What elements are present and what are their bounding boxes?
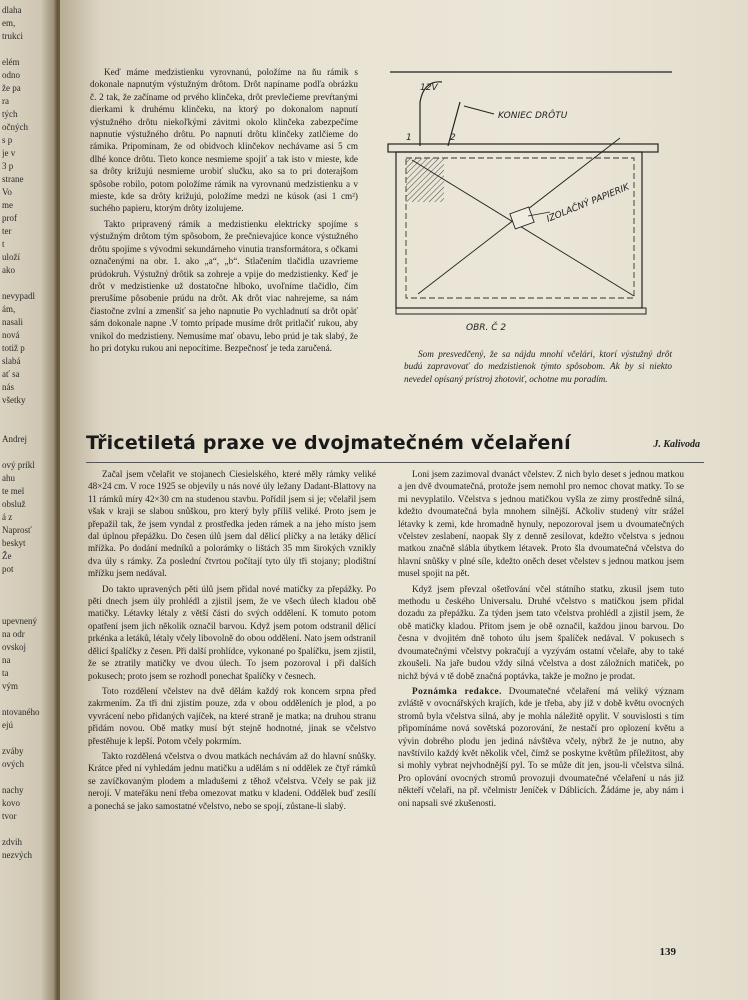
left-page-fragment (2, 576, 50, 589)
insulator-label: IZOLAČNÝ PAPIERIK (545, 182, 631, 225)
left-page-fragment: em, (2, 18, 16, 28)
left-page-fragment (2, 823, 50, 836)
left-page-fragment: s p (2, 135, 13, 145)
left-page-fragment: Vo (2, 187, 12, 197)
left-page-fragment: elém (2, 57, 20, 67)
left-page-fragment: te mel (2, 486, 25, 496)
editorial-note-heading: Poznámka redakce. (412, 685, 502, 696)
article-paragraph: Loni jsem zazimoval dvanáct včelstev. Z nich bylo deset s jednou matkou a jen dvě dvoumatečná, protože jsem nemohl pro nemoc chovat matky. To se mi nevyplatilo. Včelstva s jednou matičkou vyšla ze zimy prostředně silná, kdežto dvoumatečná byla mnohem silnější. Ačkoliv studený vítr srážel létavky k zemi, kde hromadně hynuly, nepozoroval jsem u dvoumatečných včelstev zeslabení, naopak šly z denně zesilovat, kdežto včelstva s jednou matkou značně slábla úbytkem létavek. Proto šla dvoumatečná včelstva do hlavní snůšky v plné síle, kdežto oněch deset včelstev s jednou matkou jsem musel spojit na pět. (398, 469, 684, 579)
left-page-fragment: zdvih (2, 837, 22, 847)
left-page-fragment: na odr (2, 629, 25, 639)
left-page-fragment: trukci (2, 31, 23, 41)
left-page-fragment: očných (2, 122, 28, 132)
left-page-fragment: nová (2, 330, 20, 340)
left-page-fragment: á z (2, 512, 13, 522)
left-page-fragment: nachy (2, 785, 24, 795)
left-page-fragment: dlaha (2, 5, 22, 15)
point-1-label: 1 (406, 133, 412, 143)
left-page-fragment: na (2, 655, 11, 665)
left-page-fragment: ovskoj (2, 642, 27, 652)
left-page-fragment: me (2, 200, 13, 210)
left-page-fragment: odno (2, 70, 20, 80)
left-page-fragment: nasali (2, 317, 23, 327)
figure-caption-column (404, 348, 672, 388)
left-page-fragment: prof (2, 213, 17, 223)
intro-paragraph: Takto pripravený rámik a medzistienku elektricky spojíme s výstužným drôtom tým spôsobom, že prečnievajúce konce výstužného drôtu spojíme s vývodmi sekundárneho vinutia transformátora, s očkami označenými na obr. 1. ako „a“, „b“. Stlačením tlačidla uzavrieme prúdokruh. Výstužný drôtik sa zohreje a vpije do medzistienky. Keď je drôt v medzistienke už dostatočne hlboko, uvoľníme tlačidlo, čím prerušíme pôsobenie prúdu na drôt. Ak drôt viac nahrejeme, sa nám čiastočne zvlní a zmenšiť sa jeho napnutie Po vychladnutí sa drôt opäť sám dokonale napne .V tomto prípade musíme drôt pritlačiť rukou, aby vnikol do medzistieny. Nemusíme mať obavu, lebo prúd je tak slabý, že ho pri dotyku rukou ani nepocítime. Bezpečnosť je teda zaručená. (90, 218, 358, 353)
left-page-fragment (2, 771, 50, 784)
left-page-fragment: ových (2, 759, 24, 769)
left-page-fragment: obsluž (2, 499, 26, 509)
article-column-2 (398, 468, 684, 812)
article-paragraph: Začal jsem včelařit ve stojanech Ciesielského, které měly rámky veliké 48×24 cm. V roce 1925 se objevily u nás nové úly ležany Dadant-Blattovy na 11 rámků míry 42×30 cm na studenou stavbu. Pořídil jsem si je; včelařil jsem však v kraji se slabou snůškou, pro který byly příliš veliké. Proto jsem je přepažil tak, že jsem vyndal z prostředka jeden rámek a na jeho místo jsem dal úplnou přepážku. Do česen úlů jsem dal dělicí plíčky a na letáky dělicí mřížka. Po dodání medníků a polorámky o lištách 35 mm širokých vznikly dva úly s rámky. Za poslední čtvrtou počítají tyto úly tři stojany; plodištní mřížku jsem nedával. (88, 469, 376, 579)
editorial-note (398, 685, 684, 809)
left-page-fragment: 3 p (2, 161, 14, 171)
left-page-fragment (2, 732, 50, 745)
left-page-fragment (2, 277, 50, 290)
left-page-fragment: nevypadl (2, 291, 35, 301)
left-page-fragment: je v (2, 148, 16, 158)
left-page-fragment: t (2, 239, 5, 249)
left-page-fragment: ta (2, 668, 9, 678)
left-page-fragment: nezvých (2, 850, 32, 860)
left-page-fragment: uloží (2, 252, 20, 262)
left-page-fragment: ako (2, 265, 15, 275)
left-page-fragment: ám, (2, 304, 16, 314)
left-page-fragment: upevnený (2, 616, 37, 626)
left-page-fragment: ahu (2, 473, 15, 483)
intro-column (90, 66, 358, 357)
left-page-fragment: tvor (2, 811, 17, 821)
left-page-fragment (2, 407, 50, 420)
left-page-fragment: tých (2, 109, 18, 119)
left-page-fragment: vým (2, 681, 19, 691)
point-2-label: 2 (450, 133, 456, 143)
left-page-fragment: Že (2, 551, 12, 561)
left-page-fragment (2, 602, 50, 615)
left-page-fragment: ter (2, 226, 12, 236)
left-page-fragment (2, 589, 50, 602)
left-page-fragment: Andrej (2, 434, 27, 444)
left-page-fragment: nás (2, 382, 14, 392)
left-page-fragment: ntovaného (2, 707, 40, 717)
figure-caption: Som presvedčený, že sa nájdu mnohí včelári, ktorí výstužný drôt budú zapravovať do medzistienok týmto spôsobom. Ak by si niekto nevedel opísaný prístroj zhotoviť, ochotne mu poradím. (404, 349, 672, 384)
left-page-fragment: ra (2, 96, 9, 106)
figure-label: OBR. Č 2 (466, 323, 507, 333)
left-page-fragment (2, 693, 50, 706)
left-page-fragment: ový príkl (2, 460, 35, 470)
intro-paragraph: Keď máme medzistienku vyrovnanú, položíme na ňu rámik s dokonale napnutým výstužným drôtom. Drôt napíname podľa obrázku č. 2 tak, že začíname od prvého klinčeka, drôt prevlečieme prevŕtanými dierkami k druhému klinčeku, na ktorý po dokonalom napnutí výstužného drôtu niekoľkými závitmi okolo klinčeka zabezpečíme napnutie výstužného drôtu. Po napnutí drôtu klinčeky zatlčieme do rámika. Pripomínam, že od obidvoch klinčekov nechávame asi 5 cm dlhé konce drôtu. Tieto konce nesmieme spojiť a tak isto v mieste, kde sa drôty križujú nesmieme urobiť slučku, ako sa to pri doterajšom spôsobe robilo, potom položíme rámik na vyrovnanú medzistienku a v mieste, kde sa drôty križujú, položíme medzi ne kúsok (asi 1 cm²) suchého papieru, ktorým drôty izolujeme. (90, 67, 358, 214)
article-paragraph: Když jsem převzal ošetřování včel státního statku, zkusil jsem tuto methodu u českého Universalu. Druhé včelstvo s matičkou jsem přidal dozadu za přepážku. Za týden jsem tato včelstva prohlédl a zjistil jsem, že obě matičky kladou. Přitom jsem je obě označil, každou jinou barvou. Do česna v dvojitém dně tohoto úlu jsem špalíček nedával. V pokusech s dvoumatečnými včelstvy pokračují a vyzývám ostatní včelaře, aby to také zkoušeli. Na jaře budou vždy silná včelstva a dost záložních matiček, po nichž bývá v tě době značná poptávka, takže je možno je prodat. (398, 583, 684, 681)
article-column-1 (88, 468, 376, 815)
article-paragraph: Takto rozdělená včelstva o dvou matkách nechávám až do hlavní snůšky. Krátce před ní vyhledám jednu matičku a udělám s ní oddělek ze čtyř rámků se zavíčkovaným plodem a mladušemi z těhož včelstva. Včely se pak již nerojí. V mateřáku není třeba omezovat matku v kladení. Oddělek buď zesílí a ponechá se jako samostatné včelstvo, nebo se spojí, zůstane-li slabý. (88, 750, 376, 811)
left-page-fragment: beskyt (2, 538, 26, 548)
left-page-fragment: strane (2, 174, 24, 184)
left-page-fragment: všetky (2, 395, 26, 405)
page (60, 0, 748, 1000)
left-page-text-fragments (2, 4, 50, 862)
frame-wiring-diagram (382, 62, 682, 342)
left-page-fragment: zváby (2, 746, 24, 756)
left-page-fragment: slabá (2, 356, 21, 366)
title-rule (86, 462, 704, 463)
article-title: Třicetiletá praxe ve dvojmatečném včelaření (86, 432, 571, 454)
wire-end-label: KONIEC DRÔTU (498, 111, 568, 121)
page-number: 139 (659, 946, 676, 958)
left-page-fragment: totiž p (2, 343, 25, 353)
article-author: J. Kalivoda (653, 439, 700, 450)
adjacent-left-page (0, 0, 58, 1000)
left-page-fragment (2, 420, 50, 433)
left-page-fragment (2, 446, 50, 459)
article-paragraph: Do takto upravených pěti úlů jsem přidal nové matičky za přepážky. Po pěti dnech jsem úly prohlédl a zjistil jsem, že ve všech úlech kladou obě matičky. Létavky létaly z větší části do svých oddělení. K tomuto potom opatření jsem jich několik označil barvou. Když jsem potom odstranil dělicí prkénka a letáků, létaly včely libovolně do obou oddělení. Nato jsem odstranil dělicí špalíčky z česen. Při další prohlídce, vykonané po špalíčku, jsem zjistil, že se ztratily matičky ve dvou úlech. To jsem pozoroval i při dalších pokusech; proto jsem se rozhodl ponechat špalíčky v česnech. (88, 583, 376, 681)
article-paragraph: Toto rozdělení včelstev na dvě dělám každý rok koncem srpna před zakrmením. Za tři dni zjistím pouze, zda v obou odděleních je plod, a po vyvrácení nebo přidaných vajíček, na které straně je matka; na druhou stranu přidám novou. Obě matky musí být stejně hodnotné, jinak se včelstvo přestěhuje k lepší. Potom včely pokrmím. (88, 685, 376, 746)
left-page-fragment: ať sa (2, 369, 20, 379)
figure-2-diagram (382, 62, 682, 342)
left-page-fragment: Naprosť (2, 525, 32, 535)
left-page-fragment: kovo (2, 798, 20, 808)
voltage-label: 12V (420, 83, 438, 93)
left-page-fragment (2, 43, 50, 56)
left-page-fragment: že pa (2, 83, 21, 93)
editorial-note-body: Dvoumatečné včelaření má veliký význam zvláště v ovocnářských krajích, kde je třeba, aby již v době květu ovocných stromů byla včelstva silná, aby je mohla náležitě opylit. V souvislosti s tím připomínáme nová sovětská pozorování, že nestačí pro oplození květu a vývin dobrého plodu jen jediná návštěva včely, nýbrž že je nutno, aby navštívilo každý květ několik včel, čímž se poskytne květům příležitost, aby si mohly vybrat nejvhodnější pyl. To se může dít jen, jsou-li včelstva silná. Pro oplování ovocných stromů provozuji dvoumatečné včelaření u nás již někteří včelaři, na př. včelmistr Jeníček v Dáblicích. Žádáme je, aby nám i oni napsali své zkušenosti. (398, 685, 684, 808)
left-page-fragment: pot (2, 564, 14, 574)
left-page-fragment: ejú (2, 720, 13, 730)
